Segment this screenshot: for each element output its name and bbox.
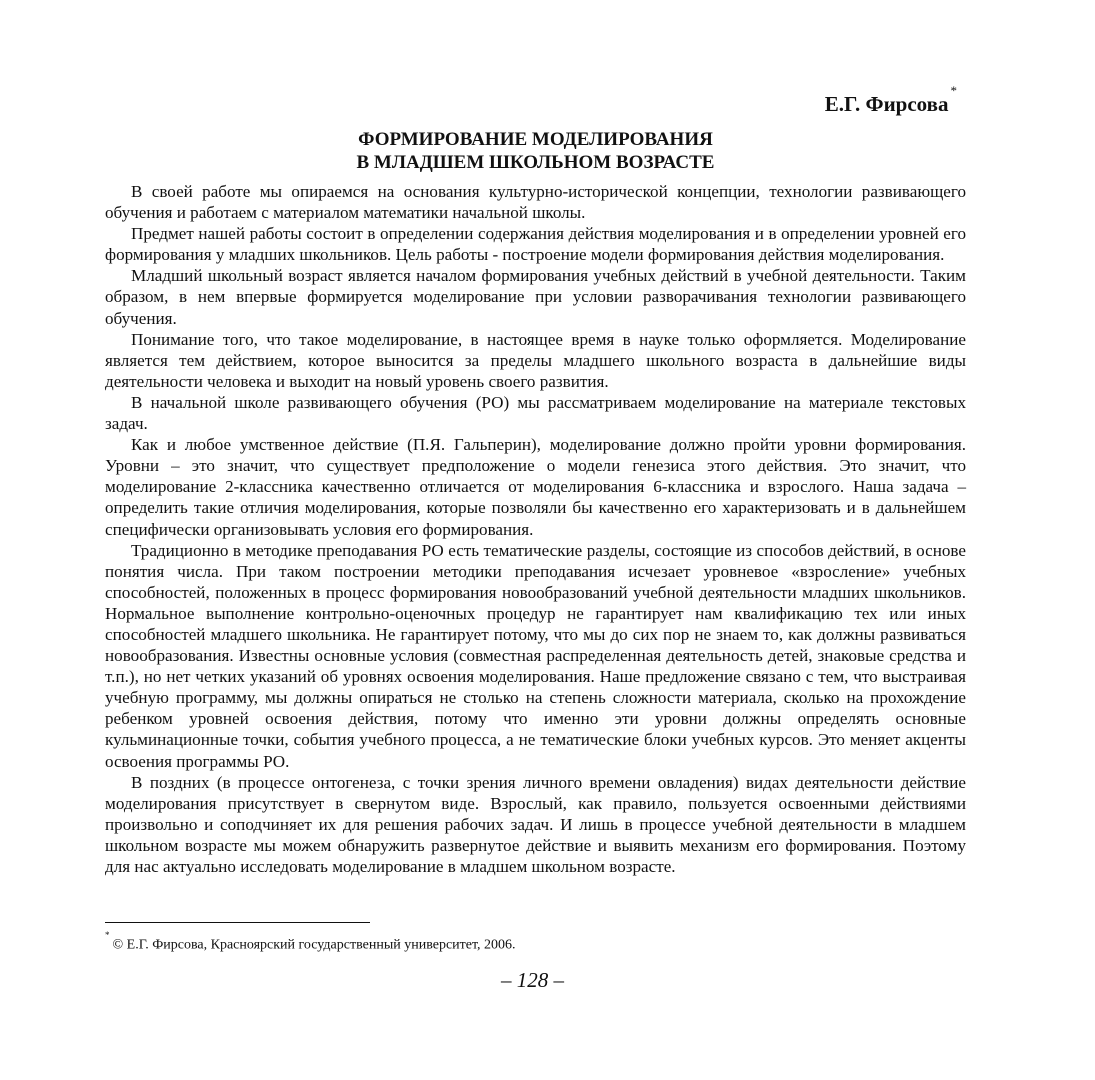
paragraph: Понимание того, что такое моделирование, в настоящее время в науке только оформляется. Моделирование является тем действием, которое выносится за пределы младшего школьного возраста в дальнейшие виды деятельности человека и выходит на новый уровень своего развития.	[105, 329, 966, 391]
author-name	[824, 83, 957, 116]
footnote-divider	[105, 922, 370, 923]
footnote	[105, 931, 516, 955]
article-body	[105, 181, 966, 877]
article-title-line-2: В МЛАДШЕМ ШКОЛЬНОМ ВОЗРАСТЕ	[356, 152, 715, 173]
paragraph: В поздних (в процессе онтогенеза, с точки зрения личного времени овладения) видах деятельности действие моделирования присутствует в свернутом виде. Взрослый, как правило, пользуется освоенными действиями произвольно и соподчиняет их для решения рабочих задач. И лишь в процессе учебной деятельности в младшем школьном возрасте мы можем обнаружить развернутое действие и выявить механизм его формирования. Поэтому для нас актуально исследовать моделирование в младшем школьном возрасте.	[105, 772, 966, 876]
author-name-text: Е.Г. Фирсова	[824, 92, 949, 116]
page-number: – 128 –	[501, 968, 564, 992]
paragraph: В своей работе мы опираемся на основания культурно-исторической концепции, технологии развивающего обучения и работаем с материалом математики начальной школы.	[105, 182, 966, 223]
footnote-text: © Е.Г. Фирсова, Красноярский государственный университет, 2006.	[112, 937, 516, 953]
paragraph: Традиционно в методике преподавания РО есть тематические разделы, состоящие из способов действий, в основе понятия числа. При таком построении методики преподавания исчезает уровневое «взросление» учебных способностей, положенных в процесс формирования новообразований учебной деятельности младших школьников. Нормальное выполнение контрольно-оценочных процедур не гарантирует нам квалификацию тех или иных способностей младшего школьника. Не гарантирует потому, что мы до сих пор не знаем то, как должны развиваться новообразования. Известны основные условия (совместная распределенная деятельность детей, знаковые средства и т.п.), но нет четких указаний об уровнях освоения моделирования. Наше предложение связано с тем, что выстраивая учебную программу, мы должны опираться не столько на степень сложности материала, сколько на прохождение ребенком уровней освоения действия, потому что именно эти уровни должны определять основные кульминационные точки, события учебного процесса, а не тематические блоки учебных курсов. Это меняет акценты освоения программы РО.	[105, 540, 966, 771]
paragraph: Предмет нашей работы состоит в определении содержания действия моделирования и в определении уровней его формирования у младших школьников. Цель работы - построение модели формирования действия моделирования.	[105, 224, 966, 265]
article-title	[105, 128, 966, 174]
paragraph: Как и любое умственное действие (П.Я. Гальперин), моделирование должно пройти уровни формирования. Уровни – это значит, что существует предположение о модели генезиса этого действия. Это значит, что моделирование 2-классника качественно отличается от моделирования 6-классника и взрослого. Наша задача – определить такие отличия моделирования, которые позволяли бы качественно его характеризовать и в дальнейшем специфически организовывать условия его формирования.	[105, 435, 966, 539]
article-title-line-1: ФОРМИРОВАНИЕ МОДЕЛИРОВАНИЯ	[358, 129, 713, 150]
footnote-mark: *	[105, 930, 110, 940]
paragraph: В начальной школе развивающего обучения (РО) мы рассматриваем моделирование на материале текстовых задач.	[105, 392, 966, 434]
paragraph: Младший школьный возраст является началом формирования учебных действий в учебной деятельности. Таким образом, в нем впервые формируется моделирование при условии разворачивания технологии развивающего обучения.	[105, 266, 966, 328]
author-footnote-mark: *	[950, 83, 957, 98]
